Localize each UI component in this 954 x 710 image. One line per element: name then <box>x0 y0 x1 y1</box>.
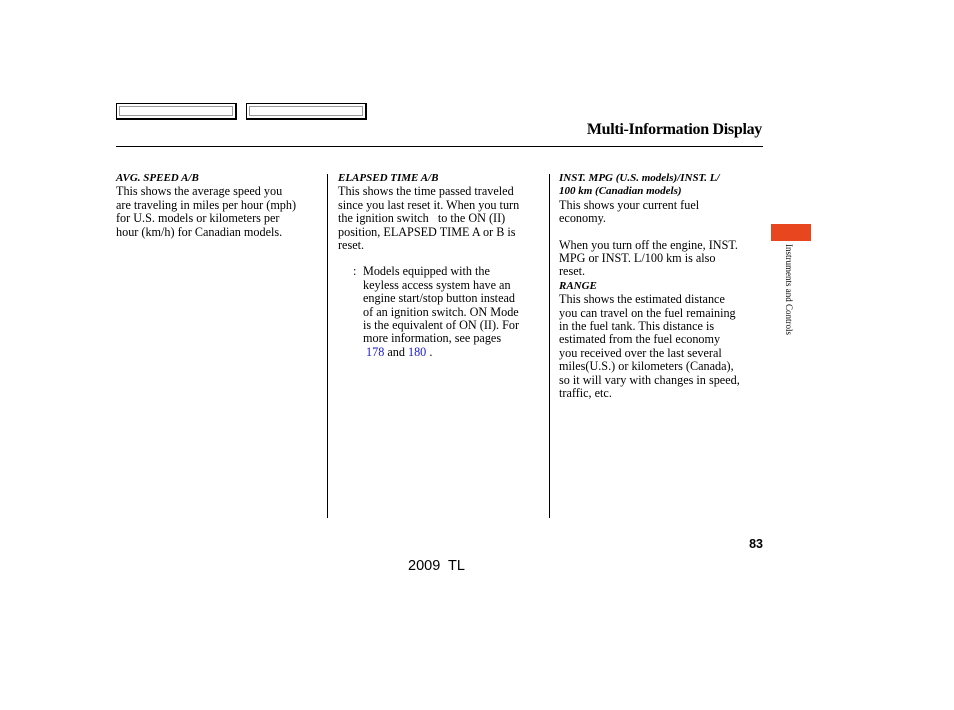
index-button-frame <box>249 106 363 116</box>
text-line: for U.S. models or kilometers per <box>116 211 280 226</box>
text-line: engine start/stop button instead <box>363 291 515 306</box>
text-line: economy. <box>559 211 606 226</box>
text-line: reset. <box>559 264 586 279</box>
text-line: estimated from the fuel economy <box>559 332 721 347</box>
main-menu-button[interactable] <box>116 103 237 120</box>
inst-mpg-reset-text <box>559 239 763 279</box>
page-link-178[interactable]: 178 <box>366 344 385 359</box>
text-line: This shows the estimated distance <box>559 292 725 307</box>
column-inst-mpg-range <box>559 171 763 401</box>
heading-line: 100 km (Canadian models) <box>559 185 682 198</box>
text-line: This shows the average speed you <box>116 184 283 199</box>
text-line: so it will vary with changes in speed, <box>559 372 740 387</box>
column-divider-1 <box>327 174 328 518</box>
text-line: keyless access system have an <box>363 277 511 292</box>
section-label: Instruments and Controls <box>784 244 794 335</box>
avg-speed-heading: AVG. SPEED A/B <box>116 172 199 184</box>
title-divider <box>116 146 763 147</box>
text-line: you received over the last several <box>559 345 722 360</box>
text-line: This shows your current fuel <box>559 197 700 212</box>
text-line: you can travel on the fuel remaining <box>559 305 736 320</box>
text-line: When you turn off the engine, INST. <box>559 237 738 252</box>
text-line: MPG or INST. L/100 km is also <box>559 251 716 266</box>
main-menu-button-frame <box>119 106 233 116</box>
period-text: . <box>429 344 433 359</box>
text-line: reset. <box>338 238 365 253</box>
text-line: position, ELAPSED TIME A or B is <box>338 224 516 239</box>
text-line: the ignition switch to the ON (II) <box>338 211 506 226</box>
note-marker: : <box>353 264 357 279</box>
avg-speed-text <box>116 185 321 239</box>
page-number: 83 <box>749 537 763 551</box>
column-avg-speed <box>116 171 321 239</box>
text-line: traffic, etc. <box>559 386 612 401</box>
elapsed-time-heading: ELAPSED TIME A/B <box>338 172 439 184</box>
text-line: miles(U.S.) or kilometers (Canada), <box>559 359 734 374</box>
footer-model-year: 2009 TL <box>408 558 465 574</box>
page-title: Multi-Information Display <box>586 121 762 138</box>
text-line: in the fuel tank. This distance is <box>559 319 715 334</box>
text-line: This shows the time passed traveled <box>338 184 514 199</box>
section-tab-marker[interactable] <box>771 224 811 241</box>
keyless-access-note <box>338 265 544 359</box>
inst-mpg-heading <box>559 172 763 199</box>
range-text <box>559 293 763 400</box>
text-line: hour (km/h) for Canadian models. <box>116 224 283 239</box>
text-line: since you last reset it. When you turn <box>338 197 520 212</box>
column-divider-2 <box>549 174 550 518</box>
text-line: of an ignition switch. ON Mode <box>363 304 519 319</box>
range-heading: RANGE <box>559 279 597 292</box>
page-reference-line <box>363 346 544 359</box>
elapsed-time-text <box>338 185 544 252</box>
page-link-180[interactable]: 180 <box>407 344 427 359</box>
inst-mpg-text <box>559 199 763 226</box>
text-line: Models equipped with the <box>363 264 490 279</box>
column-elapsed-time <box>338 171 544 359</box>
text-line: more information, see pages <box>363 331 502 346</box>
text-line: is the equivalent of ON (II). For <box>363 318 520 333</box>
and-text: and <box>387 344 405 359</box>
index-button[interactable] <box>246 103 367 120</box>
text-line: are traveling in miles per hour (mph) <box>116 197 297 212</box>
heading-line: INST. MPG (U.S. models)/INST. L/ <box>559 172 720 184</box>
